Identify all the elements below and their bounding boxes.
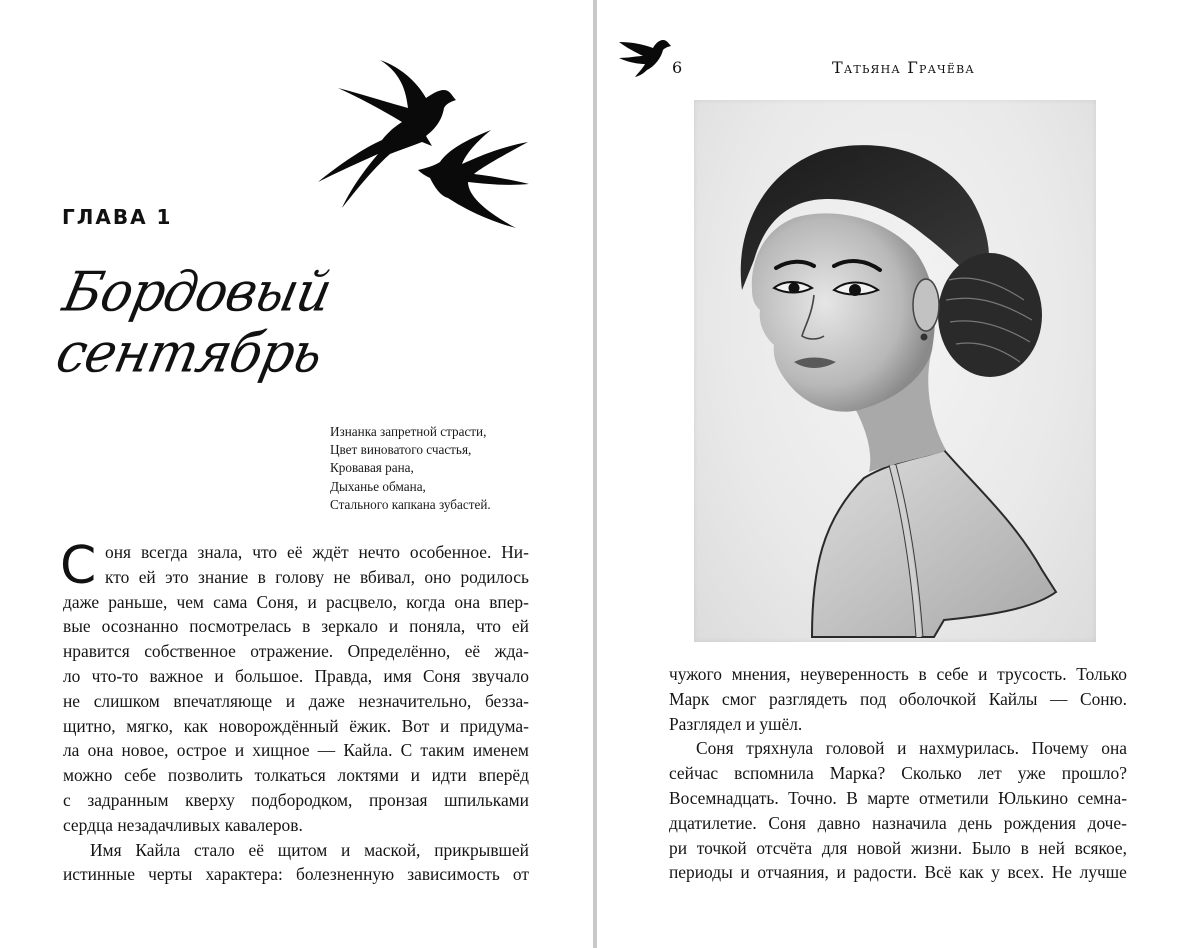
epigraph-line: Цвет виноватого счастья, [330, 442, 472, 458]
text-line: Восемнадцать. Точно. В марте отметили Юлькино семна- [669, 787, 1127, 808]
text-line: даже раньше, чем сама Соня, и расцвело, когда она впер- [63, 591, 529, 612]
text-line: щитно, мягко, как новорождённый ёжик. Вот и придума- [63, 715, 529, 736]
text-line: Марк смог разглядеть под оболочкой Кайлы — Соню. [669, 688, 1127, 709]
epigraph-line: Дыханье обмана, [330, 478, 426, 494]
epigraph-line: Стального капкана зубастей. [330, 496, 491, 512]
text-line: Имя Кайла стало её щитом и маской, прикрывшей [90, 839, 529, 860]
text-line: Соня тряхнула головой и нахмурилась. Почему она [696, 738, 1127, 759]
portrait-illustration [694, 100, 1096, 642]
text-line: дцатилетие. Соня давно назначила день рождения доче- [669, 812, 1127, 833]
text-line: вые осознанно посмотрелась в зеркало и поняла, что ей [63, 616, 529, 637]
two-swallows-icon [316, 50, 531, 232]
text-line: можно себе позволить толкаться локтями и идти вперёд [63, 765, 529, 786]
text-line: сердца незадачливых кавалеров. [63, 814, 303, 835]
text-line: ри точкой отсчёта для новой жизни. Было в ней всякое, [669, 837, 1127, 858]
portrait-drawing [694, 100, 1096, 642]
swallow-icon [617, 30, 673, 78]
left-body-text [63, 540, 529, 887]
text-line: истинные черты характера: болезненную зависимость от [63, 864, 529, 885]
running-head-author: Татьяна Грачёва [832, 58, 975, 77]
text-line: не слишком впечатляюще и даже незначительно, безза- [63, 690, 529, 711]
chapter-title-line-1: Бордовый [57, 261, 337, 325]
right-body-text [669, 662, 1127, 885]
text-line: ло что-то важное и большое. Правда, имя Соня звучало [63, 665, 529, 686]
text-line: оня всегда знала, что её ждёт нечто особенное. Ни- [105, 542, 529, 562]
text-line: чужого мнения, неуверенность в себе и трусость. Только [669, 664, 1127, 684]
page-number: 6 [672, 58, 683, 77]
text-line: кто ей это знание в голову не вбивал, оно родилось [105, 566, 529, 587]
epigraph [330, 423, 491, 514]
epigraph-line: Кровавая рана, [330, 460, 414, 476]
drop-cap: С [60, 536, 97, 596]
text-line: периоды и отчаяния, и радости. Всё как у всех. Не лучше [669, 862, 1127, 883]
chapter-title [45, 262, 351, 384]
chapter-label: ГЛАВА 1 [62, 205, 173, 229]
chapter-title-line-2: сентябрь [50, 321, 328, 385]
text-line: ла она новое, острое и хищное — Кайла. С таким именем [63, 740, 529, 761]
epigraph-line: Изнанка запретной страсти, [330, 424, 487, 439]
text-line: Разглядел и ушёл. [669, 713, 803, 734]
text-line: с задранным кверху подбородком, пронзая шпильками [63, 789, 529, 810]
text-line: сейчас вспомнила Марка? Сколько лет уже прошло? [669, 763, 1127, 784]
text-line: нравится собственное отражение. Определённо, её жда- [63, 641, 529, 662]
